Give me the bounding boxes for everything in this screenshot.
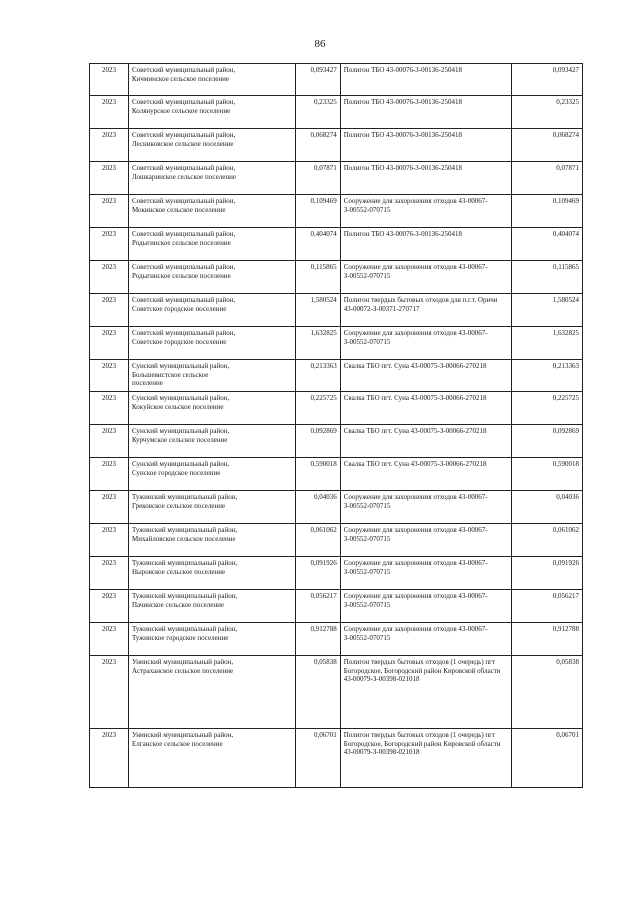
table-row xyxy=(90,656,583,729)
year-cell: 2023 xyxy=(90,458,129,491)
table-row xyxy=(90,623,583,656)
table-row xyxy=(90,392,583,425)
table-row xyxy=(90,195,583,228)
mass-cell: 0,068274 xyxy=(296,129,340,162)
table-row xyxy=(90,590,583,623)
mass-cell: 0,23325 xyxy=(296,96,340,129)
facility-cell: Полигон ТБО 43-00076-З-00136-250418 xyxy=(340,96,512,129)
mass-total-cell: 0,068274 xyxy=(512,129,583,162)
mass-cell: 0,056217 xyxy=(296,590,340,623)
municipality-cell: Советский муниципальный район, Советское городское поселение xyxy=(128,294,295,327)
facility-cell: Полигон ТБО 43-00076-З-00136-250418 xyxy=(340,129,512,162)
mass-total-cell: 0,404074 xyxy=(512,228,583,261)
municipality-cell: Тужинский муниципальный район, Михайловское сельское поселение xyxy=(128,524,295,557)
mass-total-cell: 0,590018 xyxy=(512,458,583,491)
year-cell: 2023 xyxy=(90,729,129,788)
mass-cell: 0,912788 xyxy=(296,623,340,656)
municipality-cell: Сунский муниципальный район, Курчумское сельское поселение xyxy=(128,425,295,458)
mass-total-cell: 1,632825 xyxy=(512,327,583,360)
table-row xyxy=(90,162,583,195)
facility-cell: Полигон ТБО 43-00076-З-00136-250418 xyxy=(340,162,512,195)
waste-disposal-table xyxy=(89,63,583,788)
mass-cell: 0,06701 xyxy=(296,729,340,788)
municipality-cell: Тужинский муниципальный район, Ныровское сельское поселение xyxy=(128,557,295,590)
facility-cell: Сооружение для захоронения отходов 43-00067-З-00552-070715 xyxy=(340,491,512,524)
municipality-cell: Советский муниципальный район, Родыгинское сельское поселение xyxy=(128,261,295,294)
mass-cell: 0,213363 xyxy=(296,360,340,392)
municipality-cell: Унинский муниципальный район, Астраханское сельское поселение xyxy=(128,656,295,729)
mass-cell: 0,061062 xyxy=(296,524,340,557)
year-cell: 2023 xyxy=(90,392,129,425)
table-row xyxy=(90,327,583,360)
mass-cell: 0,05838 xyxy=(296,656,340,729)
facility-cell: Сооружение для захоронения отходов 43-00067-З-00552-070715 xyxy=(340,261,512,294)
year-cell: 2023 xyxy=(90,294,129,327)
facility-cell: Сооружение для захоронения отходов 43-00067-З-00552-070715 xyxy=(340,590,512,623)
municipality-cell: Советский муниципальный район, Колянурское сельское поселение xyxy=(128,96,295,129)
year-cell: 2023 xyxy=(90,360,129,392)
facility-cell: Полигон твердых бытовых отходов (1 очередь) пгт Богородское, Богородский район Кировской области 43-00079-З-00398-021018 xyxy=(340,656,512,729)
year-cell: 2023 xyxy=(90,261,129,294)
table-row xyxy=(90,129,583,162)
facility-cell: Сооружение для захоронения отходов 43-00067-З-00552-070715 xyxy=(340,557,512,590)
mass-total-cell: 0,07871 xyxy=(512,162,583,195)
mass-total-cell: 0,912788 xyxy=(512,623,583,656)
mass-total-cell: 0,061062 xyxy=(512,524,583,557)
mass-total-cell: 0,115865 xyxy=(512,261,583,294)
table-row xyxy=(90,294,583,327)
year-cell: 2023 xyxy=(90,557,129,590)
mass-cell: 0,04036 xyxy=(296,491,340,524)
facility-cell: Сооружение для захоронения отходов 43-00067-З-00552-070715 xyxy=(340,623,512,656)
municipality-cell: Сунский муниципальный район, Сунское городское поселение xyxy=(128,458,295,491)
year-cell: 2023 xyxy=(90,129,129,162)
municipality-cell: Унинский муниципальный район, Елганское сельское поселение xyxy=(128,729,295,788)
mass-total-cell: 0,225725 xyxy=(512,392,583,425)
municipality-cell: Тужинский муниципальный район, Тужинское городское поселение xyxy=(128,623,295,656)
mass-total-cell: 0,05838 xyxy=(512,656,583,729)
year-cell: 2023 xyxy=(90,162,129,195)
mass-total-cell: 1,580524 xyxy=(512,294,583,327)
municipality-cell: Тужинский муниципальный район, Пачинское сельское поселение xyxy=(128,590,295,623)
mass-total-cell: 0,06701 xyxy=(512,729,583,788)
year-cell: 2023 xyxy=(90,96,129,129)
mass-cell: 0,093427 xyxy=(296,64,340,96)
mass-cell: 0,109469 xyxy=(296,195,340,228)
year-cell: 2023 xyxy=(90,64,129,96)
table-row xyxy=(90,425,583,458)
mass-cell: 0,091926 xyxy=(296,557,340,590)
table-row xyxy=(90,360,583,392)
mass-cell: 0,07871 xyxy=(296,162,340,195)
mass-cell: 1,632825 xyxy=(296,327,340,360)
mass-cell: 0,092869 xyxy=(296,425,340,458)
municipality-cell: Советский муниципальный район, Родыгинское сельское поселение xyxy=(128,228,295,261)
table-row xyxy=(90,261,583,294)
mass-cell: 0,590018 xyxy=(296,458,340,491)
mass-total-cell: 0,091926 xyxy=(512,557,583,590)
facility-cell: Сооружение для захоронения отходов 43-00067-З-00552-070715 xyxy=(340,524,512,557)
table-row xyxy=(90,524,583,557)
facility-cell: Свалка ТБО пгт. Суна 43-00075-З-00066-270218 xyxy=(340,360,512,392)
municipality-cell: Советский муниципальный район, Лесниковское сельское поселение xyxy=(128,129,295,162)
mass-total-cell: 0,056217 xyxy=(512,590,583,623)
year-cell: 2023 xyxy=(90,228,129,261)
year-cell: 2023 xyxy=(90,623,129,656)
facility-cell: Свалка ТБО пгт. Суна 43-00075-З-00066-270218 xyxy=(340,425,512,458)
facility-cell: Полигон твердых бытовых отходов (1 очередь) пгт Богородское, Богородский район Кировской области 43-00079-З-00398-021018 xyxy=(340,729,512,788)
municipality-cell: Советский муниципальный район, Мокинское сельское поселение xyxy=(128,195,295,228)
year-cell: 2023 xyxy=(90,195,129,228)
facility-cell: Сооружение для захоронения отходов 43-00067-З-00552-070715 xyxy=(340,195,512,228)
mass-cell: 1,580524 xyxy=(296,294,340,327)
mass-total-cell: 0,213363 xyxy=(512,360,583,392)
municipality-cell: Сунский муниципальный район, Большевистское сельское поселение xyxy=(128,360,295,392)
municipality-cell: Сунский муниципальный район, Кокуйское сельское поселение xyxy=(128,392,295,425)
mass-cell: 0,115865 xyxy=(296,261,340,294)
mass-total-cell: 0,092869 xyxy=(512,425,583,458)
table-row xyxy=(90,557,583,590)
mass-total-cell: 0,093427 xyxy=(512,64,583,96)
municipality-cell: Советский муниципальный район, Кичминское сельское поселение xyxy=(128,64,295,96)
table-row xyxy=(90,64,583,96)
mass-total-cell: 0,04036 xyxy=(512,491,583,524)
table-row xyxy=(90,228,583,261)
table-row xyxy=(90,729,583,788)
year-cell: 2023 xyxy=(90,425,129,458)
facility-cell: Полигон ТБО 43-00076-З-00136-250418 xyxy=(340,228,512,261)
mass-total-cell: 0,109469 xyxy=(512,195,583,228)
facility-cell: Полигон ТБО 43-00076-З-00136-250418 xyxy=(340,64,512,96)
mass-cell: 0,404074 xyxy=(296,228,340,261)
year-cell: 2023 xyxy=(90,524,129,557)
year-cell: 2023 xyxy=(90,491,129,524)
year-cell: 2023 xyxy=(90,590,129,623)
year-cell: 2023 xyxy=(90,656,129,729)
page-number: 86 xyxy=(314,38,326,50)
mass-cell: 0,225725 xyxy=(296,392,340,425)
facility-cell: Полигон твердых бытовых отходов для п.г.т. Оричи 43-00072-З-00371-270717 xyxy=(340,294,512,327)
facility-cell: Сооружение для захоронения отходов 43-00067-З-00552-070715 xyxy=(340,327,512,360)
table-row xyxy=(90,96,583,129)
municipality-cell: Советский муниципальный район, Советское городское поселение xyxy=(128,327,295,360)
mass-total-cell: 0,23325 xyxy=(512,96,583,129)
facility-cell: Свалка ТБО пгт. Суна 43-00075-З-00066-270218 xyxy=(340,458,512,491)
table-row xyxy=(90,491,583,524)
municipality-cell: Советский муниципальный район, Лошкаринское сельское поселение xyxy=(128,162,295,195)
year-cell: 2023 xyxy=(90,327,129,360)
facility-cell: Свалка ТБО пгт. Суна 43-00075-З-00066-270218 xyxy=(340,392,512,425)
table-row xyxy=(90,458,583,491)
municipality-cell: Тужинский муниципальный район, Грековское сельское поселение xyxy=(128,491,295,524)
